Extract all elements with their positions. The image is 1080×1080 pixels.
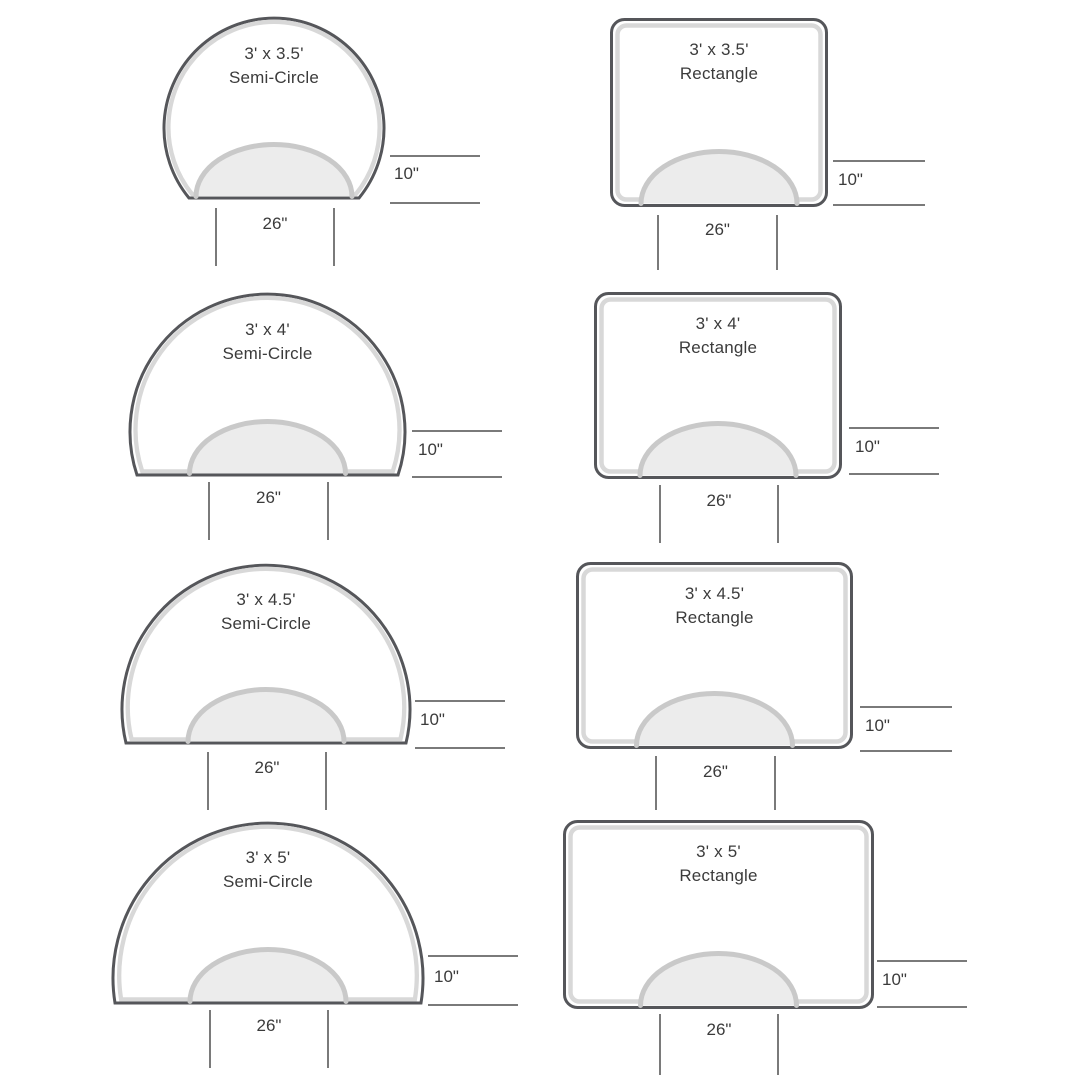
mat-shape-label: Semi-Circle bbox=[222, 872, 314, 891]
mat-label bbox=[594, 312, 842, 360]
mat-size-label: 3' x 4.5' bbox=[236, 590, 296, 609]
mat-size-label: 3' x 3.5' bbox=[689, 40, 749, 59]
bottom-dimension-label: 26" bbox=[254, 758, 280, 777]
mat-shape-label: Rectangle bbox=[678, 338, 758, 357]
side-dimension-line-top bbox=[849, 427, 939, 429]
side-dimension-label: 10" bbox=[865, 716, 890, 735]
bottom-dimension-label: 26" bbox=[256, 488, 281, 507]
figure-rectangle-3x5 bbox=[563, 820, 907, 1039]
side-dimension-line-top bbox=[415, 700, 505, 702]
figure-rectangle-3x3-5 bbox=[610, 18, 863, 239]
bottom-dimension-label: 26" bbox=[705, 220, 730, 239]
figure-semicircle-3x4-5 bbox=[122, 562, 445, 777]
side-dimension-line-top bbox=[833, 160, 925, 162]
mat-label bbox=[563, 840, 874, 888]
side-dimension-line-top bbox=[877, 960, 967, 962]
bottom-dimension-label: 26" bbox=[706, 1020, 732, 1039]
mat-shape-label: Rectangle bbox=[675, 608, 754, 627]
mat-shape-label: Semi-Circle bbox=[220, 614, 312, 633]
bottom-dimension-label: 26" bbox=[703, 762, 728, 781]
side-dimension-label: 10" bbox=[420, 710, 445, 729]
side-dimension-line-bottom bbox=[415, 747, 505, 749]
mat-label bbox=[576, 582, 853, 630]
bottom-dimension-label: 26" bbox=[706, 491, 732, 510]
mat-size-label: 3' x 3.5' bbox=[244, 44, 304, 63]
side-dimension-line-bottom bbox=[849, 473, 939, 475]
mat-label bbox=[610, 38, 828, 86]
mat-shape-label: Semi-Circle bbox=[222, 344, 313, 363]
figure-rectangle-3x4-5 bbox=[576, 562, 890, 781]
side-dimension-line-bottom bbox=[412, 476, 502, 478]
side-dimension-line-top bbox=[412, 430, 502, 432]
mat-size-label: 3' x 4' bbox=[245, 320, 290, 339]
figure-semicircle-3x3-5 bbox=[163, 16, 419, 233]
side-dimension-label: 10" bbox=[855, 437, 880, 456]
mat-shape-label: Rectangle bbox=[679, 64, 759, 83]
figure-semicircle-3x4 bbox=[130, 292, 443, 507]
mat-size-label: 3' x 5' bbox=[245, 848, 291, 867]
mat-label bbox=[163, 42, 385, 90]
side-dimension-label: 10" bbox=[882, 970, 907, 989]
side-dimension-label: 10" bbox=[838, 170, 863, 189]
figure-semicircle-3x5 bbox=[113, 820, 459, 1035]
mat-size-label: 3' x 4.5' bbox=[684, 584, 745, 603]
mat-label bbox=[130, 318, 405, 366]
side-dimension-line-top bbox=[390, 155, 480, 157]
mat-size-label: 3' x 4' bbox=[695, 314, 741, 333]
bottom-dimension-label: 26" bbox=[256, 1016, 282, 1035]
side-dimension-line-top bbox=[860, 706, 952, 708]
side-dimension-label: 10" bbox=[418, 440, 443, 459]
side-dimension-line-bottom bbox=[860, 750, 952, 752]
side-dimension-label: 10" bbox=[434, 967, 459, 986]
mat-label bbox=[113, 846, 423, 894]
side-dimension-line-bottom bbox=[390, 202, 480, 204]
bottom-dimension-label: 26" bbox=[262, 214, 288, 233]
side-dimension-line-bottom bbox=[877, 1006, 967, 1008]
side-dimension-line-top bbox=[428, 955, 518, 957]
side-dimension-line-bottom bbox=[833, 204, 925, 206]
figure-rectangle-3x4 bbox=[594, 292, 880, 510]
mat-shape-label: Rectangle bbox=[679, 866, 758, 885]
mat-shape-label: Semi-Circle bbox=[228, 68, 320, 87]
side-dimension-label: 10" bbox=[394, 164, 419, 183]
mat-label bbox=[122, 588, 410, 636]
mat-size-label: 3' x 5' bbox=[696, 842, 741, 861]
side-dimension-line-bottom bbox=[428, 1004, 518, 1006]
